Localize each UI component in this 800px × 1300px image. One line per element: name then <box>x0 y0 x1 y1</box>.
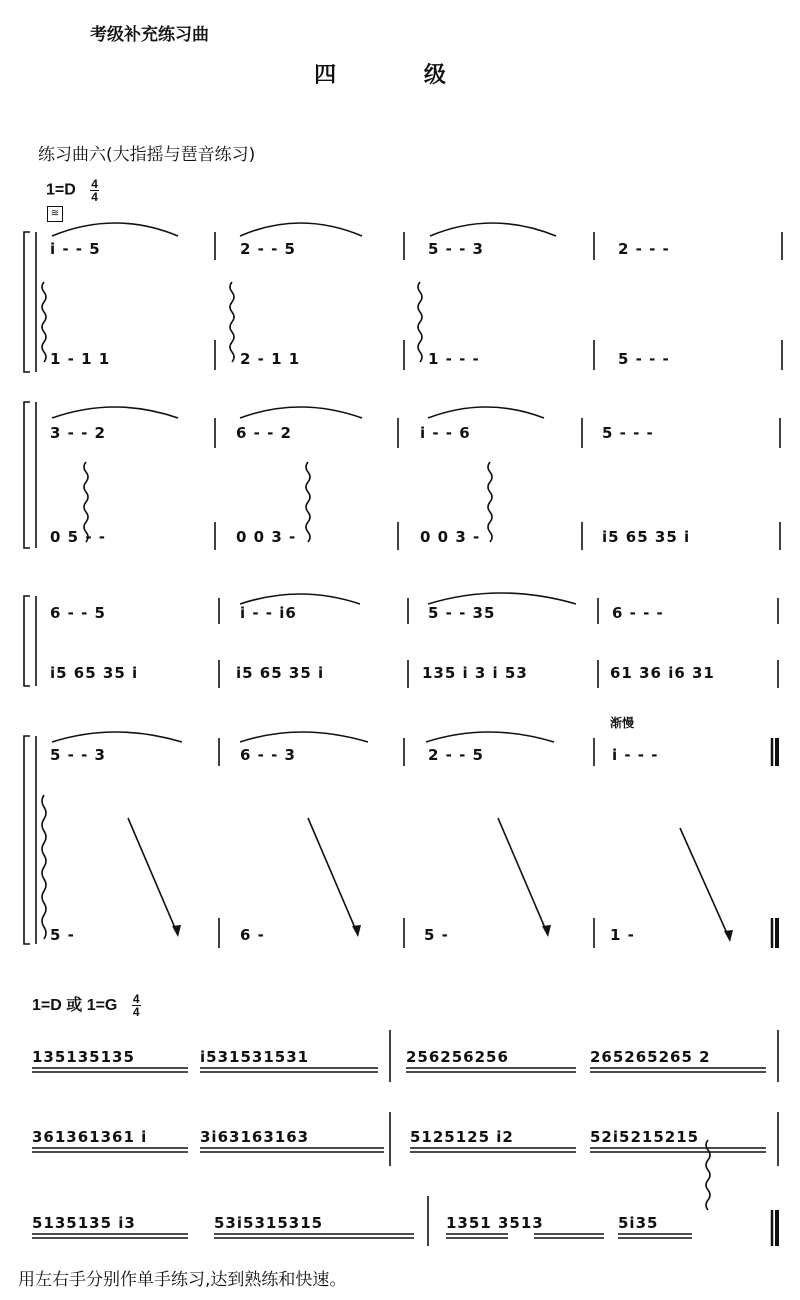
etude-group: 52i5215215 <box>590 1128 700 1146</box>
system-bracket <box>24 402 30 548</box>
time-sig-bottom-2: 4 <box>132 1005 140 1020</box>
etude-group: i531531531 <box>200 1048 310 1066</box>
etude-group: 256256256 <box>406 1048 509 1066</box>
time-signature-2 <box>132 993 141 1018</box>
bass-measure: 1 - - - <box>428 350 480 368</box>
key-text-2: 1=D 或 1=G <box>32 997 118 1014</box>
bass-measure: 1 - <box>610 926 635 944</box>
bass-measure: 61 36 i6 31 <box>610 664 715 682</box>
key-text: 1=D <box>46 181 76 199</box>
bass-measure: i5 65 35 i <box>602 528 691 546</box>
etude-group: 3i63163163 <box>200 1128 310 1146</box>
melody-measure: i - - - <box>612 746 659 764</box>
exercise-title: 练习曲六(大指摇与琶音练习) <box>38 145 256 165</box>
etude-group: 1351 3513 <box>446 1214 544 1232</box>
bass-measure: 6 - <box>240 926 265 944</box>
bass-measure: 5 - <box>424 926 449 944</box>
time-sig-top: 4 <box>91 177 98 191</box>
etude-group: 5125125 i2 <box>410 1128 514 1146</box>
melody-measure: 2 - - 5 <box>240 240 296 258</box>
grade-title: 四 级 <box>314 63 486 88</box>
key-signature-2 <box>32 992 141 1018</box>
melody-measure: i - - 5 <box>50 240 101 258</box>
etude-group: 53i5315315 <box>214 1214 324 1232</box>
bass-measure: 0 0 3 - <box>420 528 481 546</box>
time-sig-top-2: 4 <box>132 992 140 1007</box>
melody-measure: 6 - - - <box>612 604 664 622</box>
etude-group: 5135135 i3 <box>32 1214 136 1232</box>
tremolo-symbol-icon: ≋ <box>47 206 63 222</box>
system-bracket <box>24 736 30 944</box>
bass-measure: 135 i 3 i 53 <box>422 664 528 682</box>
etude-group: 5i35 <box>618 1214 659 1232</box>
system-bracket <box>24 232 30 372</box>
bass-measure: i5 65 35 i <box>50 664 139 682</box>
bass-measure: 2 - 1 1 <box>240 350 301 368</box>
bass-measure: 5 - <box>50 926 75 944</box>
bass-measure: 1 - 1 1 <box>50 350 111 368</box>
melody-measure: 2 - - 5 <box>428 746 484 764</box>
etude-group: 361361361 i <box>32 1128 148 1146</box>
melody-measure: 5 - - - <box>602 424 654 442</box>
melody-measure: 6 - - 2 <box>236 424 292 442</box>
melody-measure: 6 - - 5 <box>50 604 106 622</box>
ritardando-mark: 渐慢 <box>610 716 635 730</box>
bass-measure: i5 65 35 i <box>236 664 325 682</box>
instruction-text: 用左右手分别作单手练习,达到熟练和快速。 <box>18 1270 347 1290</box>
time-sig-bottom: 4 <box>91 190 98 204</box>
etude-group: 265265265 2 <box>590 1048 711 1066</box>
melody-measure: i - - i6 <box>240 604 297 622</box>
bass-measure: 0 0 3 - <box>236 528 297 546</box>
melody-measure: 3 - - 2 <box>50 424 106 442</box>
melody-measure: 6 - - 3 <box>240 746 296 764</box>
etude-group: 135135135 <box>32 1048 135 1066</box>
melody-measure: 5 - - 3 <box>50 746 106 764</box>
melody-measure: i - - 6 <box>420 424 471 442</box>
melody-measure: 5 - - 3 <box>428 240 484 258</box>
melody-measure: 2 - - - <box>618 240 670 258</box>
melody-measure: 5 - - 35 <box>428 604 496 622</box>
book-title: 考级补充练习曲 <box>90 25 209 45</box>
bass-measure: 0 5 - - <box>50 528 106 546</box>
bass-measure: 5 - - - <box>618 350 670 368</box>
system-bracket <box>24 596 30 686</box>
